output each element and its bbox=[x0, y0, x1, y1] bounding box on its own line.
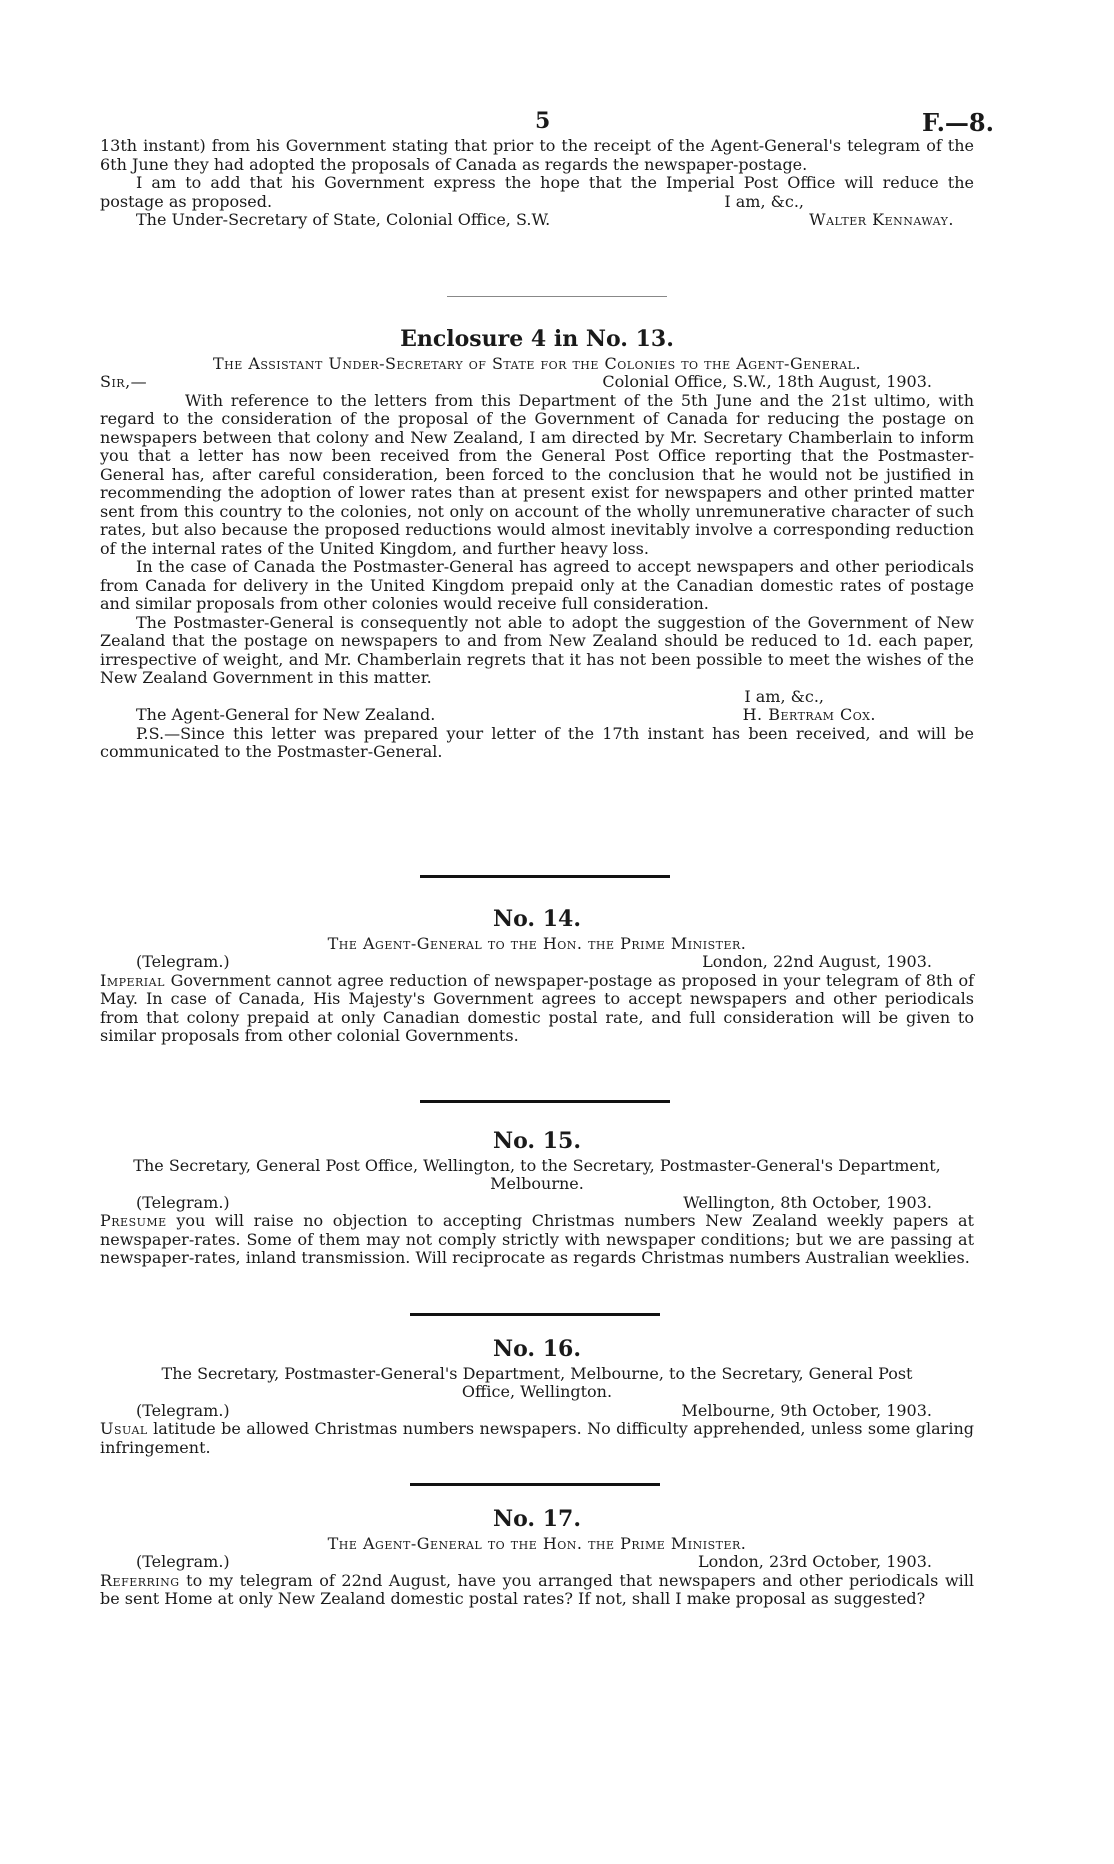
enclosure-4-signature: H. Bertram Cox. bbox=[742, 705, 876, 724]
enclosure-4-addressee: The Agent-General for New Zealand. bbox=[136, 705, 436, 724]
paper-reference: F.—8. bbox=[921, 108, 994, 137]
no-14-type: (Telegram.) bbox=[136, 952, 230, 971]
no-14-place-date: London, 22nd August, 1903. bbox=[702, 952, 932, 971]
no-14-section bbox=[100, 906, 974, 1046]
intro-paragraph-1: 13th instant) from his Government stating that prior to the receipt of the Agent-General's telegram of the 6th June they had adopted the proposals of Canada as regards the newspaper-postage. bbox=[100, 136, 974, 174]
intro-paragraph-2: I am to add that his Government express the hope that the Imperial Post Office will reduce the postage as proposed. bbox=[100, 173, 974, 211]
no-16-type: (Telegram.) bbox=[136, 1400, 230, 1420]
intro-addressee: The Under-Secretary of State, Colonial Office, S.W. bbox=[136, 210, 551, 229]
intro-section bbox=[100, 137, 974, 230]
no-16-place-date: Melbourne, 9th October, 1903. bbox=[681, 1400, 932, 1420]
section-divider bbox=[420, 1100, 670, 1103]
enclosure-4-section bbox=[100, 326, 974, 762]
enclosure-4-place-date: Colonial Office, S.W., 18th August, 1903. bbox=[602, 372, 932, 391]
no-17-place-date: London, 23rd October, 1903. bbox=[698, 1552, 932, 1571]
enclosure-4-from-to: The Assistant Under-Secretary of State for the Colonies to the Agent-General. bbox=[212, 353, 862, 373]
no-15-title: No. 15. bbox=[493, 1128, 581, 1154]
enclosure-4-paragraph-1: With reference to the letters from this Department of the 5th June and the 21st ultimo, with regard to the consideration of the proposal of the Government of Canada for reducing the postage on newspapers between that colony and New Zealand, I am directed by Mr. Secretary Chamberlain to inform you that a letter has now been received from the General Post Office reporting that the Postmaster-General has, after careful consideration, been forced to the conclusion that he would not be justified in recommending the adoption of lower rates than at present exist for newspapers and other printed matter sent from this country to the colonies, not only on account of the wholly unremunerative character of such rates, but also because the proposed reductions would almost inevitably involve a corresponding reduction of the internal rates of the United Kingdom, and further heavy loss. bbox=[100, 390, 974, 558]
no-16-body: latitude be allowed Christmas numbers newspapers. No difficulty apprehended, unless some glaring infringement. bbox=[100, 1419, 974, 1457]
no-15-type: (Telegram.) bbox=[136, 1192, 230, 1212]
no-14-lead-word: Imperial bbox=[100, 970, 165, 990]
no-17-body: to my telegram of 22nd August, have you arranged that newspapers and other periodicals will be sent Home at only New Zealand domestic postal rates? If not, shall I make proposal as suggested? bbox=[100, 1570, 974, 1608]
no-15-body: you will raise no objection to accepting Christmas numbers New Zealand weekly papers at newspaper-rates. Some of them may not comply strictly with newspaper conditions; but we are passing at newspaper-rates, inland transmission. Will reciprocate as regards Christmas numbers Australian weeklies. bbox=[100, 1211, 974, 1267]
no-14-body: Government cannot agree reduction of newspaper-postage as proposed in your telegram of 8th of May. In case of Canada, His Majesty's Government agrees to accept newspapers and other periodicals from that colony prepaid at only Canadian domestic postal rate, and full consideration will be given to similar proposals from other colonial Governments. bbox=[100, 970, 974, 1045]
no-15-from-to: The Secretary, General Post Office, Wellington, to the Secretary, Postmaster-General's Department, Melbourne. bbox=[133, 1155, 941, 1193]
page-number: 5 bbox=[535, 108, 551, 134]
no-15-lead-word: Presume bbox=[100, 1211, 167, 1230]
no-16-from-to: The Secretary, Postmaster-General's Department, Melbourne, to the Secretary, General Post Office, Wellington. bbox=[161, 1363, 913, 1401]
enclosure-4-paragraph-3: The Postmaster-General is consequently not able to adopt the suggestion of the Government of New Zealand that the postage on newspapers to and from New Zealand should be reduced to 1d. each paper, irrespective of weight, and Mr. Chamberlain regrets that it has not been possible to meet the wishes of the New Zealand Government in this matter. bbox=[100, 612, 974, 687]
no-17-from-to: The Agent-General to the Hon. the Prime Minister. bbox=[327, 1533, 747, 1553]
intro-signature: Walter Kennaway. bbox=[809, 210, 954, 229]
no-16-section bbox=[100, 1336, 974, 1457]
enclosure-4-salutation: Sir,— bbox=[100, 372, 148, 391]
no-17-section bbox=[100, 1506, 974, 1609]
no-16-lead-word: Usual bbox=[100, 1419, 148, 1438]
no-14-title: No. 14. bbox=[493, 906, 581, 932]
no-14-from-to: The Agent-General to the Hon. the Prime Minister. bbox=[327, 933, 747, 953]
section-divider bbox=[410, 1313, 660, 1316]
no-16-title: No. 16. bbox=[493, 1336, 581, 1362]
enclosure-4-paragraph-2: In the case of Canada the Postmaster-General has agreed to accept newspapers and other periodicals from Canada for delivery in the United Kingdom prepaid only at the Canadian domestic rates of postage and similar proposals from other colonies would receive full consideration. bbox=[100, 557, 974, 613]
enclosure-4-closing: I am, &c., bbox=[744, 686, 824, 706]
section-divider bbox=[447, 296, 667, 297]
section-divider bbox=[420, 875, 670, 878]
enclosure-4-title: Enclosure 4 in No. 13. bbox=[400, 326, 674, 352]
enclosure-4-postscript: P.S.—Since this letter was prepared your letter of the 17th instant has been received, and will be communicated to the Postmaster-General. bbox=[100, 723, 974, 761]
no-17-type: (Telegram.) bbox=[136, 1552, 230, 1571]
no-15-place-date: Wellington, 8th October, 1903. bbox=[683, 1192, 932, 1212]
intro-closing: I am, &c., bbox=[724, 191, 804, 211]
section-divider bbox=[410, 1483, 660, 1486]
no-17-title: No. 17. bbox=[493, 1506, 581, 1532]
no-15-section bbox=[100, 1128, 974, 1268]
no-17-lead-word: Referring bbox=[100, 1570, 180, 1590]
